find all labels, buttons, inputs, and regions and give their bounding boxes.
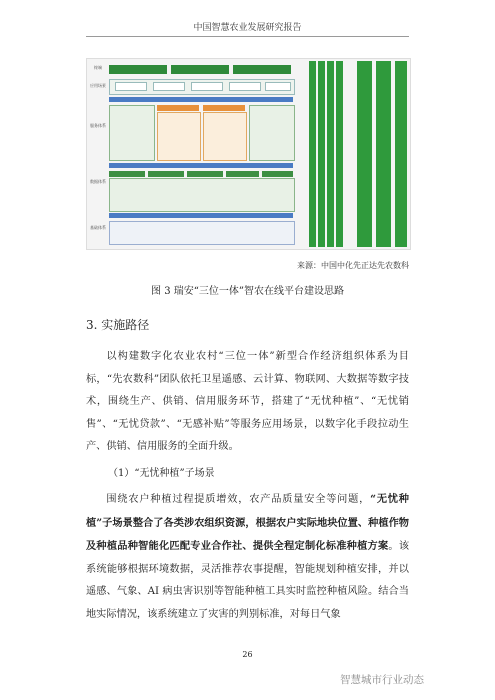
service-block-other bbox=[249, 105, 295, 161]
terminal-bar-app bbox=[109, 65, 167, 74]
header-divider bbox=[86, 36, 409, 37]
data-col-header-4 bbox=[226, 171, 259, 177]
row-label-service: 服务体系 bbox=[90, 123, 106, 128]
paragraph-text-a: 围绕农户种植过程提质增效，农产品质量安全等问题， bbox=[106, 494, 371, 505]
row-label-data: 数据体系 bbox=[90, 179, 106, 184]
data-col-header-5 bbox=[262, 171, 293, 177]
base-header-bar bbox=[109, 213, 293, 218]
service-block-orange-header-2 bbox=[203, 105, 245, 111]
row-label-terminal: 终端 bbox=[94, 65, 102, 70]
architecture-diagram bbox=[86, 58, 411, 250]
page-number: 26 bbox=[242, 650, 253, 659]
right-column-1 bbox=[309, 61, 316, 247]
data-header-bar bbox=[109, 163, 293, 168]
figure-source: 来源：中国中化先正达先农数科 bbox=[297, 261, 409, 270]
scenario-box-4 bbox=[229, 82, 261, 91]
paragraph-text-c: 。该系统能够根据环境数据，灵活推荐农事提醒，智能规划种植安排，并以遥感、气象、AI 病虫害识别等智能种植工具实时监控种植风险。结合当地实际情况，该系统建立了灾害的判别标准，对每日气象 bbox=[86, 541, 410, 620]
section-heading: 3. 实施路径 bbox=[86, 318, 150, 332]
row-label-base: 基础体系 bbox=[90, 225, 106, 230]
service-block-orange-header bbox=[157, 105, 199, 111]
right-column-5 bbox=[357, 61, 372, 247]
data-grid bbox=[109, 178, 295, 212]
service-block-supply bbox=[157, 112, 201, 161]
running-header: 中国智慧农业发展研究报告 bbox=[193, 23, 302, 33]
terminal-bar-pc bbox=[171, 65, 229, 74]
scenario-box-2 bbox=[153, 82, 185, 91]
terminal-bar-dashboard bbox=[233, 65, 291, 74]
base-grid bbox=[109, 221, 295, 245]
right-column-7 bbox=[395, 61, 407, 247]
data-col-header-2 bbox=[148, 171, 184, 177]
scenario-box-1 bbox=[115, 82, 147, 91]
right-column-4 bbox=[336, 61, 343, 247]
scenario-box-5 bbox=[265, 82, 291, 91]
paragraph-wuyou-zhongzhi bbox=[86, 488, 409, 626]
watermark-text: 智慧城市行业动态 bbox=[340, 674, 424, 686]
service-block-production bbox=[109, 105, 155, 161]
paragraph-text-bold: “无忧种植”子场景整合了各类涉农组织资源，根据农户实际地块位置、种植作物及种植品种智能化匹配专业合作社、提供全程定制化标准种植方案 bbox=[86, 493, 409, 552]
scenario-box-3 bbox=[191, 82, 223, 91]
right-column-6 bbox=[376, 61, 391, 247]
figure-caption: 图 3 瑞安“三位一体”智农在线平台建设思路 bbox=[151, 286, 344, 297]
right-column-2 bbox=[318, 61, 325, 247]
service-header-bar bbox=[109, 97, 293, 102]
row-label-scenario: 应用场景 bbox=[90, 83, 106, 88]
subsection-heading: （1）“无忧种植”子场景 bbox=[108, 468, 215, 479]
paragraph-intro: 以构建数字化农业农村“三位一体”新型合作经济组织体系为目标，“先农数科”团队依托卫星遥感、云计算、物联网、大数据等数字技术，围绕生产、供销、信用服务环节，搭建了“无忧种植”、“无忧销售”、“无忧贷款”、“无感补贴”等服务应用场景，以数字化手段拉动生产、供销、信用服务的全面升级。 bbox=[86, 351, 409, 452]
data-col-header-3 bbox=[187, 171, 223, 177]
service-block-credit bbox=[203, 112, 247, 161]
data-col-header-1 bbox=[109, 171, 145, 177]
right-column-3 bbox=[327, 61, 334, 247]
